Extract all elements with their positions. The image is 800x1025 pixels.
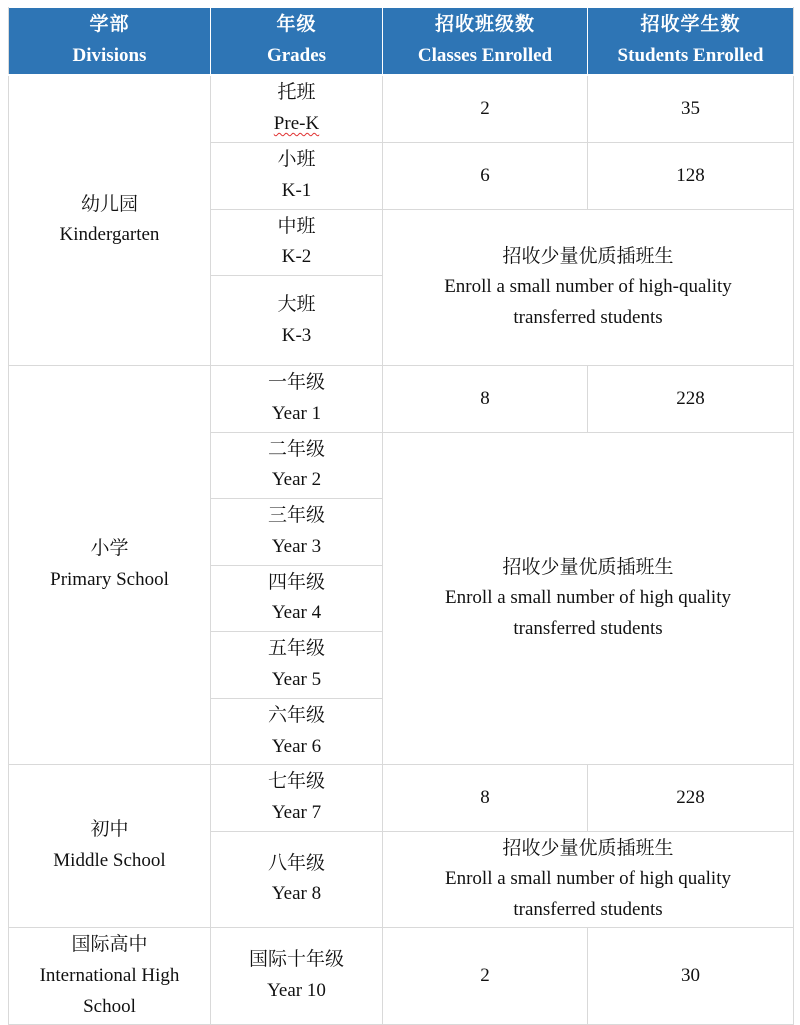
grade-cell-prek bbox=[211, 75, 383, 143]
header-grades-zh: 年级 bbox=[276, 14, 317, 35]
classes-cell-year10: 2 bbox=[383, 927, 588, 1024]
note-middle-zh: 招收少量优质插班生 bbox=[502, 837, 674, 859]
note-cell-kindergarten bbox=[383, 209, 794, 366]
grade-year2-zh: 二年级 bbox=[267, 438, 325, 460]
grade-year3-en: Year 3 bbox=[271, 535, 322, 557]
grade-year2-en: Year 2 bbox=[271, 469, 322, 491]
grade-k3-zh: 大班 bbox=[277, 293, 316, 315]
row-prek bbox=[9, 75, 794, 143]
header-grades-en: Grades bbox=[266, 44, 327, 66]
header-classes-en: Classes Enrolled bbox=[417, 44, 553, 66]
grade-cell-year4 bbox=[211, 565, 383, 632]
row-year1 bbox=[9, 366, 794, 433]
header-classes-zh: 招收班级数 bbox=[434, 14, 535, 35]
enrollment-table bbox=[8, 7, 794, 1025]
division-primary-zh: 小学 bbox=[90, 538, 129, 560]
students-cell-year10: 30 bbox=[588, 927, 794, 1024]
header-divisions-zh: 学部 bbox=[89, 14, 130, 35]
grade-cell-year3 bbox=[211, 499, 383, 566]
grade-year8-zh: 八年级 bbox=[267, 852, 325, 874]
grade-k2-zh: 中班 bbox=[277, 215, 316, 237]
grade-cell-year5 bbox=[211, 632, 383, 699]
grade-cell-k2 bbox=[211, 209, 383, 276]
row-year7 bbox=[9, 765, 794, 832]
division-intl-en: International High School bbox=[39, 964, 180, 1017]
grade-k2-en: K-2 bbox=[281, 246, 312, 268]
grade-cell-year7 bbox=[211, 765, 383, 832]
header-cell-divisions bbox=[9, 8, 211, 75]
grade-cell-year8 bbox=[211, 831, 383, 927]
note-kindergarten-zh: 招收少量优质插班生 bbox=[502, 245, 674, 267]
header-cell-grades bbox=[211, 8, 383, 75]
division-primary-en: Primary School bbox=[50, 569, 169, 591]
grade-year5-zh: 五年级 bbox=[267, 638, 325, 660]
division-cell-international-high-school bbox=[9, 927, 211, 1024]
students-cell-prek: 35 bbox=[588, 75, 794, 143]
header-students-en: Students Enrolled bbox=[617, 44, 764, 66]
students-cell-year7: 228 bbox=[588, 765, 794, 832]
note-cell-middle bbox=[383, 831, 794, 927]
row-year10 bbox=[9, 927, 794, 1024]
grade-year7-zh: 七年级 bbox=[267, 771, 325, 793]
note-primary-en-line1: Enroll a small number of high quality bbox=[444, 587, 731, 609]
division-cell-primary bbox=[9, 366, 211, 765]
classes-cell-k1: 6 bbox=[383, 143, 588, 210]
grade-cell-year2 bbox=[211, 432, 383, 499]
header-cell-students-enrolled bbox=[588, 8, 794, 75]
grade-year7-en: Year 7 bbox=[271, 802, 322, 824]
classes-cell-prek: 2 bbox=[383, 75, 588, 143]
grade-prek-en: Pre-K bbox=[273, 112, 320, 134]
grade-cell-k1 bbox=[211, 143, 383, 210]
note-primary-zh: 招收少量优质插班生 bbox=[502, 556, 674, 578]
header-row bbox=[9, 8, 794, 75]
header-cell-classes-enrolled bbox=[383, 8, 588, 75]
division-kindergarten-zh: 幼儿园 bbox=[80, 193, 138, 215]
grade-cell-year1 bbox=[211, 366, 383, 433]
grade-year6-zh: 六年级 bbox=[267, 704, 325, 726]
grade-year10-zh: 国际十年级 bbox=[248, 949, 344, 971]
header-students-zh: 招收学生数 bbox=[640, 14, 741, 35]
grade-year10-en: Year 10 bbox=[267, 980, 326, 1002]
grade-prek-zh: 托班 bbox=[277, 82, 316, 104]
students-cell-k1: 128 bbox=[588, 143, 794, 210]
grade-k1-en: K-1 bbox=[281, 179, 312, 201]
note-primary-en-line2: transferred students bbox=[513, 617, 663, 639]
grade-year3-zh: 三年级 bbox=[267, 505, 325, 527]
note-middle-en-line1: Enroll a small number of high quality bbox=[444, 868, 731, 890]
grade-year8-en: Year 8 bbox=[271, 883, 322, 905]
note-middle-en-line2: transferred students bbox=[513, 898, 663, 920]
classes-cell-year7: 8 bbox=[383, 765, 588, 832]
grade-year1-zh: 一年级 bbox=[267, 372, 325, 394]
students-cell-year1: 228 bbox=[588, 366, 794, 433]
grade-k3-en: K-3 bbox=[281, 324, 312, 346]
classes-cell-year1: 8 bbox=[383, 366, 588, 433]
grade-k1-zh: 小班 bbox=[277, 149, 316, 171]
grade-cell-k3 bbox=[211, 276, 383, 366]
grade-cell-year6 bbox=[211, 698, 383, 765]
grade-year4-zh: 四年级 bbox=[267, 571, 325, 593]
grade-cell-year10 bbox=[211, 927, 383, 1024]
division-cell-kindergarten bbox=[9, 75, 211, 366]
grade-year4-en: Year 4 bbox=[271, 602, 322, 624]
header-divisions-en: Divisions bbox=[72, 44, 147, 66]
division-middle-en: Middle School bbox=[53, 850, 166, 872]
division-middle-zh: 初中 bbox=[90, 819, 129, 841]
grade-year5-en: Year 5 bbox=[271, 668, 322, 690]
note-kindergarten-en-line2: transferred students bbox=[513, 306, 663, 328]
note-kindergarten-en-line1: Enroll a small number of high-quality bbox=[444, 276, 732, 298]
grade-year6-en: Year 6 bbox=[271, 735, 322, 757]
note-cell-primary bbox=[383, 432, 794, 765]
grade-year1-en: Year 1 bbox=[271, 402, 322, 424]
division-kindergarten-en: Kindergarten bbox=[59, 224, 160, 246]
division-cell-middle bbox=[9, 765, 211, 928]
division-intl-zh: 国际高中 bbox=[71, 933, 148, 955]
